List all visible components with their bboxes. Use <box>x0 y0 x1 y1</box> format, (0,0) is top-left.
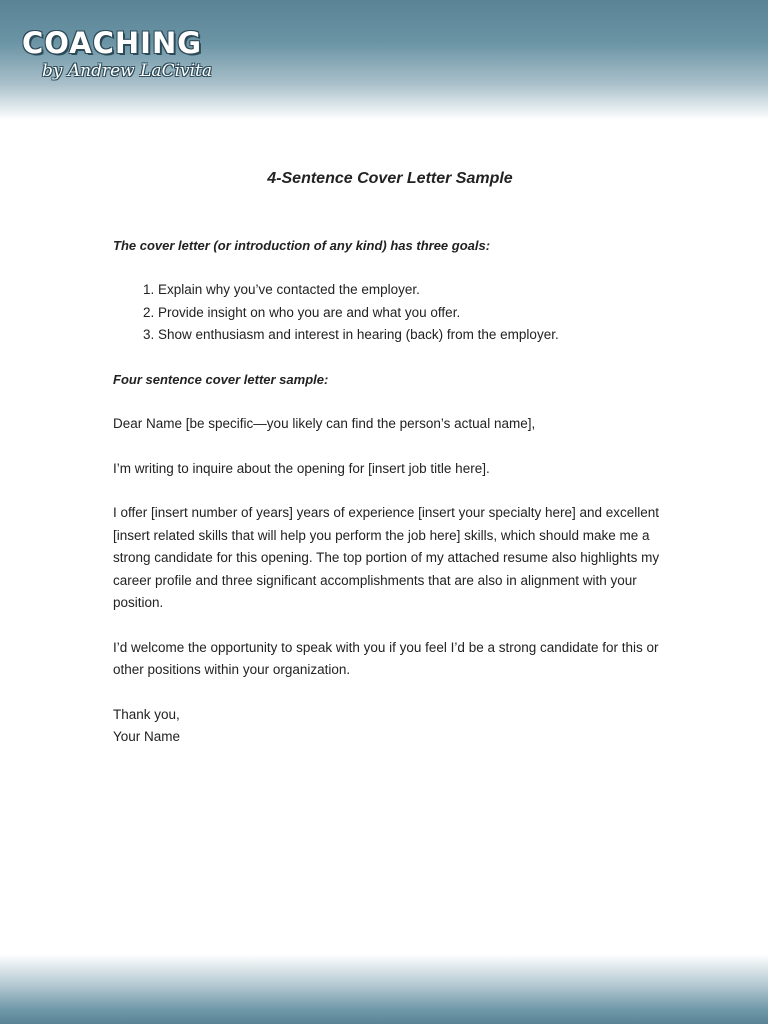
salutation: Dear Name [be specific—you likely can find the person’s actual name], <box>113 416 536 431</box>
paragraph-closing-request: I’d welcome the opportunity to speak with you if you feel I’d be a strong candidate for this or other positions within your organization. <box>113 639 659 677</box>
goals-list <box>113 279 673 347</box>
footer-band <box>0 954 768 1024</box>
paragraph-inquiry: I’m writing to inquire about the opening for [insert job title here]. <box>113 460 490 476</box>
sample-heading: Four sentence cover letter sample: <box>113 371 329 387</box>
closing-line: Thank you, <box>113 706 180 722</box>
logo-sub-text: by Andrew LaCivita <box>42 61 213 81</box>
goals-heading: The cover letter (or introduction of any kind) has three goals: <box>113 237 491 253</box>
document-body <box>113 168 673 749</box>
goal-item: 3. Show enthusiasm and interest in hearing (back) from the employer. <box>158 324 673 347</box>
goal-item: 1. Explain why you’ve contacted the employer. <box>158 279 673 302</box>
signature-name: Your Name <box>113 729 181 744</box>
paragraph-experience: I offer [insert number of years] years of experience [insert your specialty here] and excellent [insert related skills that will help you perform the job here] skills, which should make me a strong candidate for this opening. The top portion of my attached resume also highlights my career profile and three significant accomplishments that are also in alignment with your position. <box>113 505 660 610</box>
goal-item: 2. Provide insight on who you are and what you offer. <box>158 302 673 325</box>
coaching-logo <box>22 26 212 82</box>
logo-main-text: COACHING <box>22 26 203 60</box>
document-title: 4-Sentence Cover Letter Sample <box>267 170 513 187</box>
